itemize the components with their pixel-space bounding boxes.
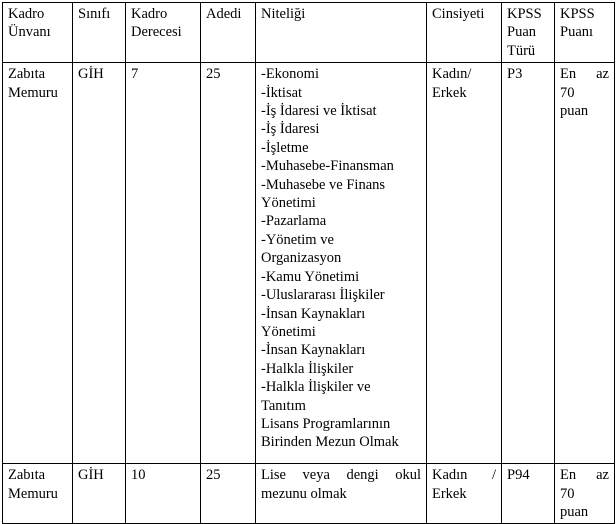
cell-text: Memuru: [8, 485, 58, 502]
cell-puan-turu: P3: [502, 63, 555, 464]
cell-nitelik: [256, 63, 427, 464]
cell-kadro-unvani: [3, 63, 73, 464]
nitelik-line: -Pazarlama: [261, 213, 327, 230]
cell-derece: 10: [126, 464, 201, 524]
cell-text: Memuru: [8, 84, 58, 101]
cell-text: En az: [560, 467, 609, 484]
header-row: [3, 3, 615, 63]
nitelik-line: -İnsan Kaynakları: [261, 342, 366, 359]
cell-derece: 7: [126, 63, 201, 464]
cell-text: 70: [560, 84, 575, 101]
header-kadro-derecesi: Kadro Derecesi: [126, 3, 201, 63]
cell-text: Zabıta: [8, 467, 46, 484]
cell-sinifi: GİH: [73, 464, 126, 524]
table-row: [3, 464, 615, 524]
header-niteligi: Niteliği: [256, 3, 427, 63]
nitelik-line: Yönetimi: [261, 195, 316, 212]
header-kpss-puani: KPSS Puanı: [555, 3, 615, 63]
nitelik-line: Lise veya dengi okul: [261, 467, 421, 484]
nitelik-line: -İş İdaresi: [261, 121, 320, 138]
nitelik-line: -Halkla İlişkiler ve: [261, 379, 371, 396]
cell-adet: 25: [201, 464, 256, 524]
cell-text: Erkek: [432, 485, 467, 502]
cell-cinsiyet: [427, 63, 502, 464]
nitelik-line: -Muhasebe ve Finans: [261, 176, 386, 193]
cell-adet: 25: [201, 63, 256, 464]
header-sinifi: Sınıfı: [73, 3, 126, 63]
kadro-table: [2, 2, 615, 524]
nitelik-line: -Yönetim ve: [261, 231, 334, 248]
nitelik-line: -Halkla İlişkiler: [261, 360, 354, 377]
table-row: [3, 63, 615, 464]
header-adedi: Adedi: [201, 3, 256, 63]
header-cinsiyeti: Cinsiyeti: [427, 3, 502, 63]
nitelik-line: -İktisat: [261, 84, 303, 101]
nitelik-line: Tanıtım: [261, 397, 306, 414]
cell-puan-turu: P94: [502, 464, 555, 524]
header-kpss-puan-turu: KPSS Puan Türü: [502, 3, 555, 63]
cell-puan: [555, 464, 615, 524]
cell-text: Zabıta: [8, 66, 46, 83]
nitelik-line: -İş İdaresi ve İktisat: [261, 103, 377, 120]
cell-cinsiyet: [427, 464, 502, 524]
nitelik-line: -Ekonomi: [261, 66, 319, 83]
nitelik-line: -Muhasebe-Finansman: [261, 158, 394, 175]
cell-kadro-unvani: [3, 464, 73, 524]
cell-text: Kadın /: [432, 467, 496, 484]
cell-nitelik: [256, 464, 427, 524]
cell-puan: [555, 63, 615, 464]
cell-text: En az: [560, 66, 609, 83]
cell-text: Erkek: [432, 84, 467, 101]
cell-text: Kadın/: [432, 66, 472, 83]
nitelik-line: -Kamu Yönetimi: [261, 268, 360, 285]
nitelik-line: -Uluslararası İlişkiler: [261, 287, 385, 304]
cell-text: puan: [560, 103, 589, 120]
header-kadro-unvani: Kadro Ünvanı: [3, 3, 73, 63]
cell-text: puan: [560, 504, 589, 521]
nitelik-line: Birinden Mezun Olmak: [261, 434, 399, 451]
nitelik-line: -İşletme: [261, 139, 309, 156]
nitelik-line: Yönetimi: [261, 323, 316, 340]
cell-sinifi: GİH: [73, 63, 126, 464]
nitelik-line: Lisans Programlarının: [261, 415, 391, 432]
nitelik-line: -İnsan Kaynakları: [261, 305, 366, 322]
nitelik-line: mezunu olmak: [261, 485, 347, 502]
nitelik-line: Organizasyon: [261, 250, 342, 267]
cell-text: 70: [560, 485, 575, 502]
